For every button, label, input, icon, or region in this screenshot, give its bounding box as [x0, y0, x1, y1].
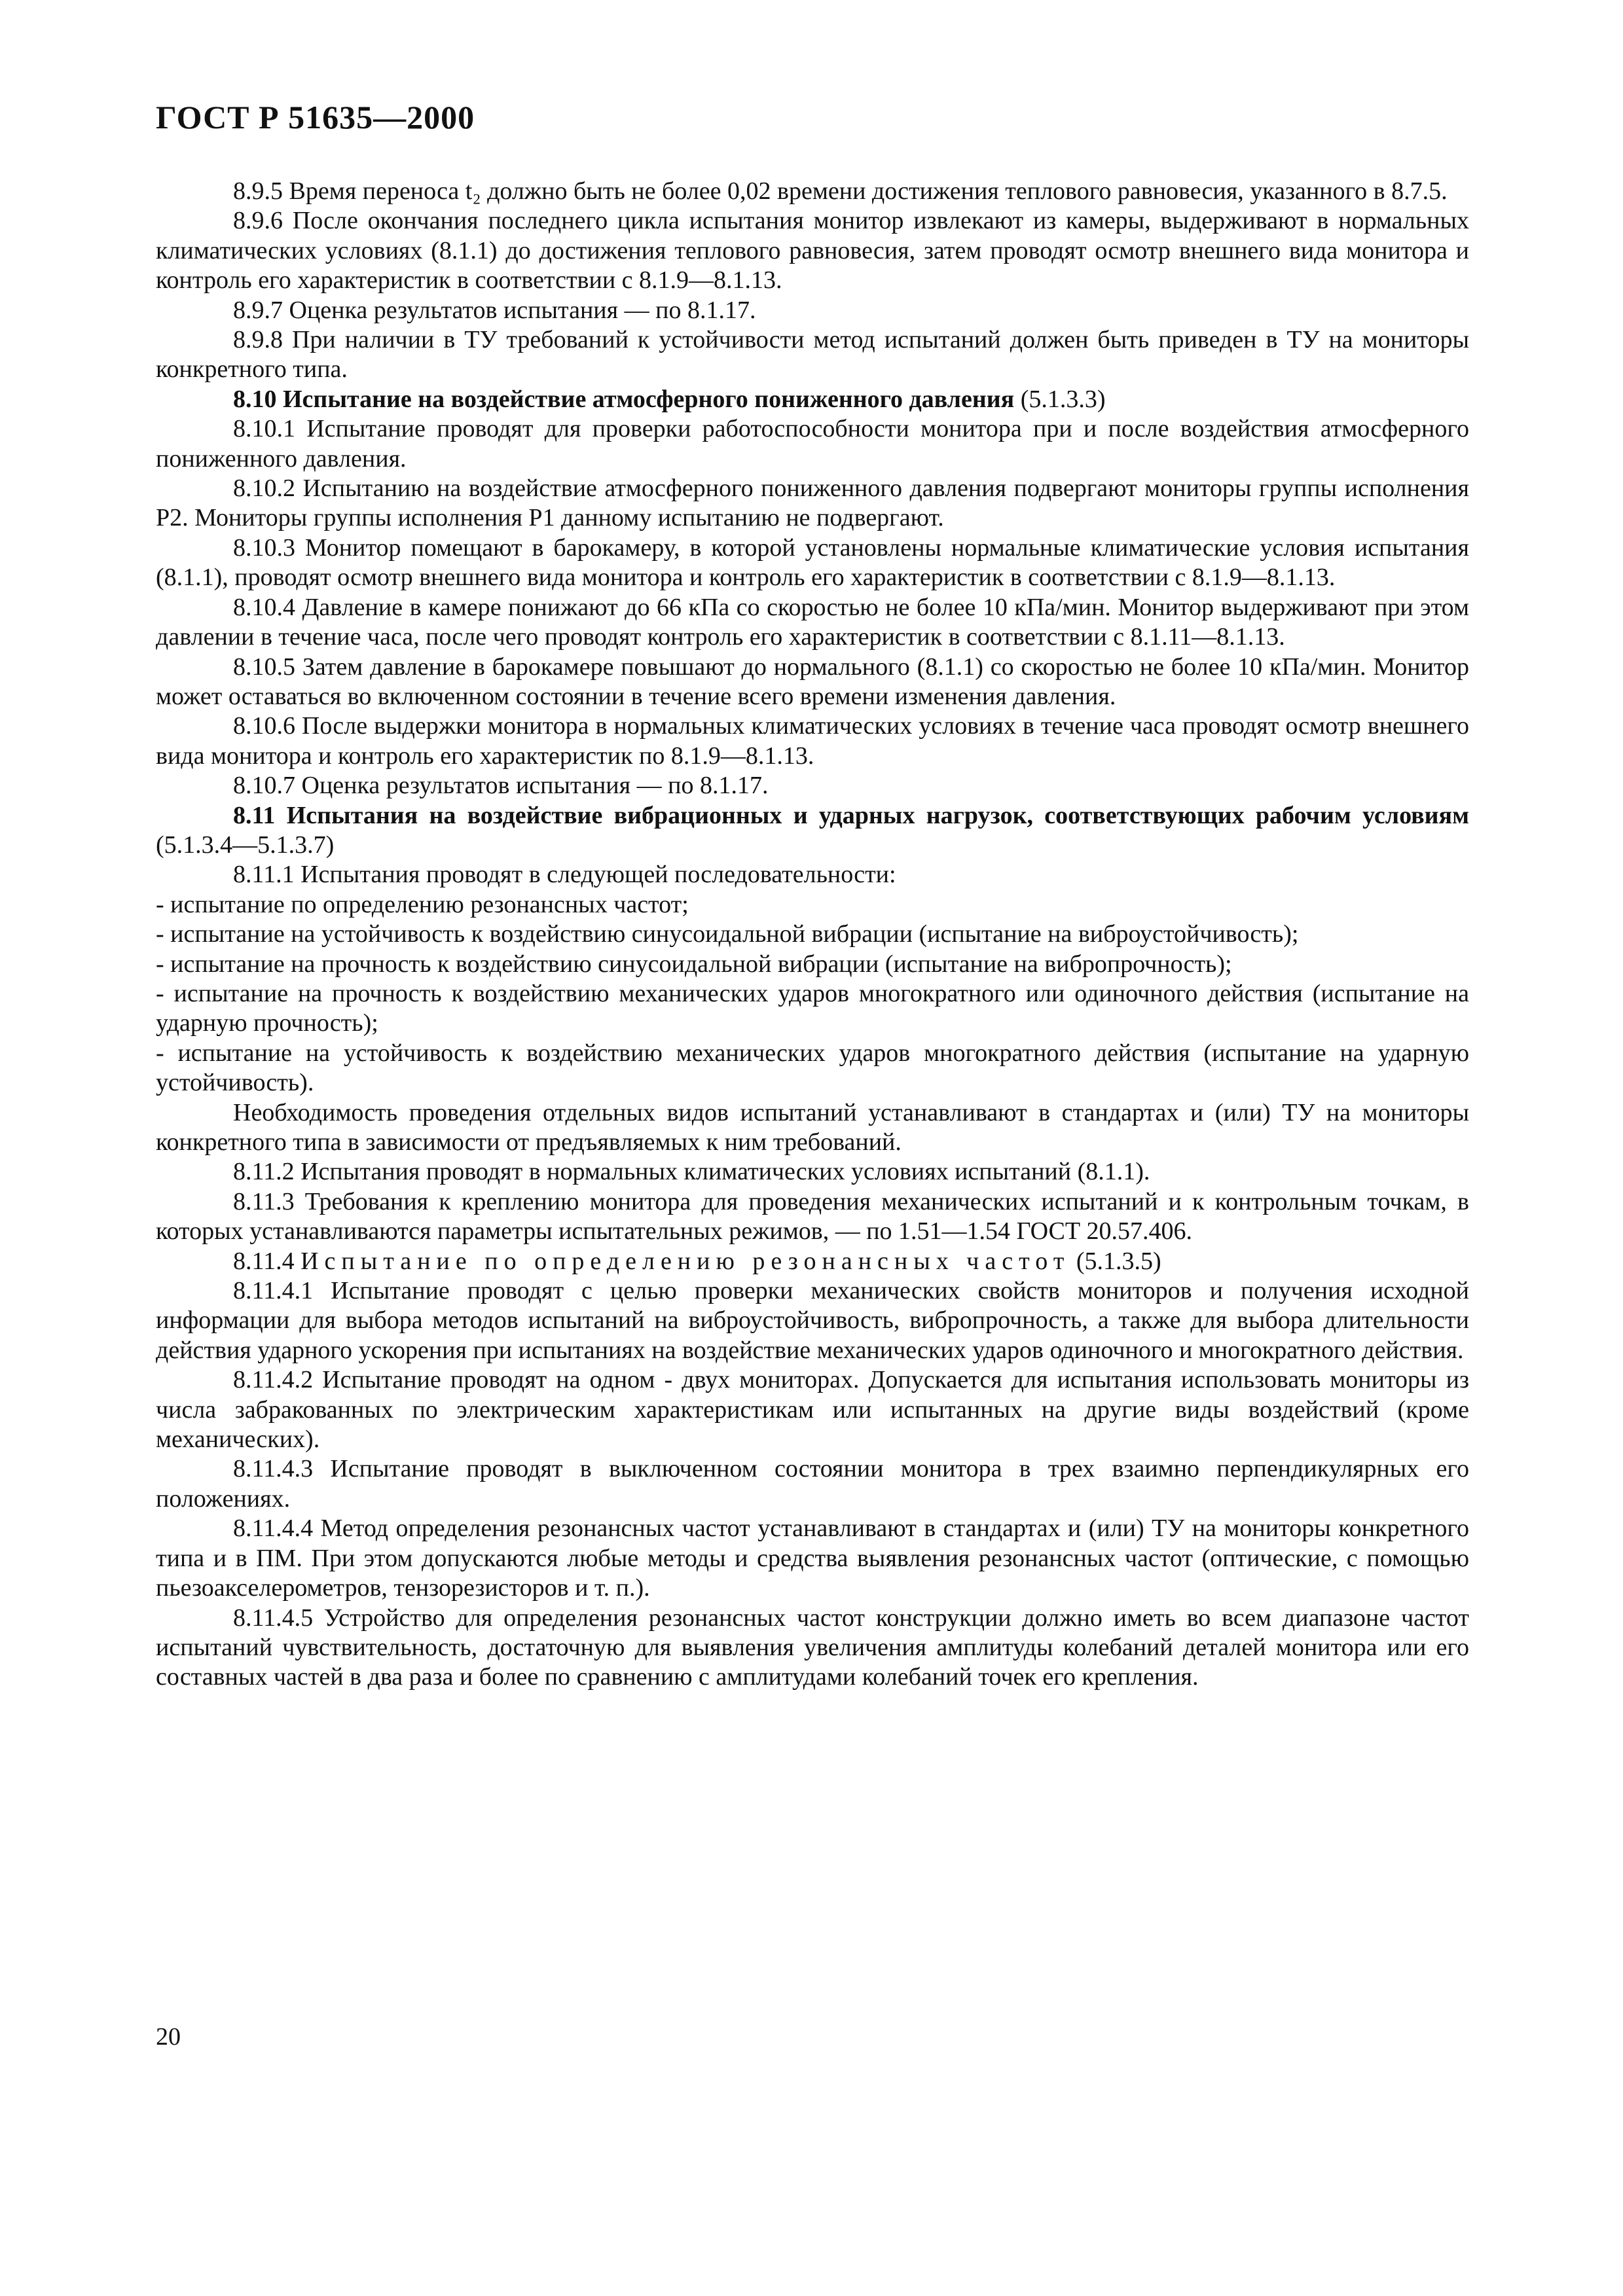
- paragraph-text: - испытание на прочность к воздействию механических ударов многократного или одиночного действия (испытание на ударную прочность);: [156, 979, 1469, 1037]
- list-item: [156, 979, 1469, 1039]
- paragraph: [156, 1514, 1469, 1603]
- paragraph: [156, 711, 1469, 771]
- paragraph-text: 8.10.4 Давление в камере понижают до 66 кПа со скоростью не более 10 кПа/мин. Монитор выдерживают при этом давлении в течение часа, после чего проводят контроль его характеристик в соответствии с 8.1.11—8.1.13.: [156, 593, 1469, 651]
- paragraph-text: 8.10.7 Оценка результатов испытания — по 8.1.17.: [233, 772, 769, 800]
- paragraph-text: (5.1.3.5): [1070, 1247, 1161, 1275]
- section-heading: 8.11 Испытания на воздействие вибрационных и ударных нагрузок, соответствующих рабочим условиям: [233, 801, 1469, 829]
- list-item: [156, 920, 1469, 949]
- paragraph-text: - испытание по определению резонансных частот;: [156, 890, 689, 918]
- paragraph: [156, 860, 1469, 889]
- paragraph-text: 8.9.5 Время переноса t₂ должно быть не более 0,02 времени достижения теплового равновесия, указанного в 8.7.5.: [233, 177, 1448, 205]
- paragraph-text: 8.10.3 Монитор помещают в барокамеру, в которой установлены нормальные климатические условия испытания (8.1.1), проводят осмотр внешнего вида монитора и контроль его характеристик в соответствии с 8.1.9—8.1.13.: [156, 533, 1469, 592]
- paragraph: [156, 1454, 1469, 1514]
- paragraph-text: 8.11.1 Испытания проводят в следующей последовательности:: [233, 861, 896, 889]
- paragraph: [156, 414, 1469, 474]
- paragraph-text: 8.9.8 При наличии в ТУ требований к устойчивости метод испытаний должен быть приведен в ТУ на мониторы конкретного типа.: [156, 326, 1469, 384]
- paragraph-text: 8.11.4.4 Метод определения резонансных частот устанавливают в стандартах и (или) ТУ на мониторы конкретного типа и в ПМ. При этом допускаются любые методы и средства выявления резонансных частот (оптические, с помощью пьезоакселерометров, тензорезисторов и т. п.).: [156, 1515, 1469, 1602]
- document-header: ГОСТ Р 51635—2000: [156, 99, 475, 135]
- paragraph-text: 8.10.5 Затем давление в барокамере повышают до нормального (8.1.1) со скоростью не более 10 кПа/мин. Монитор может оставаться во включенном состоянии в течение всего времени изменения давления.: [156, 653, 1469, 710]
- paragraph: [156, 801, 1469, 861]
- paragraph-text: 8.9.6 После окончания последнего цикла испытания монитор извлекают из камеры, выдерживают в нормальных климатических условиях (8.1.1) до достижения теплового равновесия, затем проводят осмотр внешнего вида монитора и контроль его характеристик в соответствии с 8.1.9—8.1.13.: [156, 207, 1469, 295]
- paragraph: [156, 1276, 1469, 1365]
- paragraph-text: 8.11.4.1 Испытание проводят с целью проверки механических свойств мониторов и получения исходной информации для выбора методов испытаний на виброустойчивость, вибропрочность, а также для выбора длительности действия ударного ускорения при испытаниях на воздействие механических ударов одиночного и многократного действия.: [156, 1277, 1469, 1364]
- paragraph: [156, 296, 1469, 325]
- paragraph-text: 8.11.3 Требования к креплению монитора для проведения механических испытаний и к контрольным точкам, в которых устанавливаются параметры испытательных режимов, — по 1.51—1.54 ГОСТ 20.57.406.: [156, 1187, 1469, 1246]
- page-number: 20: [156, 2023, 181, 2051]
- paragraph: [156, 1098, 1469, 1158]
- paragraph-text: (5.1.3.3): [1014, 385, 1106, 413]
- spaced-heading: Испытание по определению резонансных частот: [301, 1247, 1070, 1275]
- paragraph-text: 8.9.7 Оценка результатов испытания — по 8.1.17.: [233, 296, 756, 324]
- paragraph-text: - испытание на устойчивость к воздействию механических ударов многократного действия (испытание на ударную устойчивость).: [156, 1039, 1469, 1097]
- list-item: [156, 950, 1469, 979]
- paragraph: [156, 385, 1469, 414]
- paragraph: [156, 206, 1469, 295]
- paragraph: [156, 1157, 1469, 1187]
- paragraph: [156, 771, 1469, 800]
- paragraph-text: - испытание на устойчивость к воздействию синусоидальной вибрации (испытание на виброустойчивость);: [156, 920, 1299, 948]
- list-item: [156, 1039, 1469, 1098]
- section-heading: 8.10 Испытание на воздействие атмосферного пониженного давления: [233, 385, 1015, 413]
- paragraph: [156, 533, 1469, 593]
- paragraph: [156, 177, 1469, 206]
- paragraph: [156, 1247, 1469, 1276]
- paragraph-text: 8.10.6 После выдержки монитора в нормальных климатических условиях в течение часа проводят осмотр внешнего вида монитора и контроль его характеристик по 8.1.9—8.1.13.: [156, 712, 1469, 770]
- paragraph: [156, 325, 1469, 385]
- paragraph: [156, 474, 1469, 533]
- paragraph: [156, 653, 1469, 712]
- paragraph-text: 8.11.4.5 Устройство для определения резонансных частот конструкции должно иметь во всем диапазоне частот испытаний чувствительность, достаточную для выявления увеличения амплитуды колебаний деталей монитора или его составных частей в два раза и более по сравнению с амплитудами колебаний точек его крепления.: [156, 1604, 1469, 1691]
- paragraph-text: 8.11.2 Испытания проводят в нормальных климатических условиях испытаний (8.1.1).: [233, 1158, 1150, 1186]
- clause-number: 8.11.4: [233, 1247, 301, 1275]
- paragraph-text: 8.10.2 Испытанию на воздействие атмосферного пониженного давления подвергают мониторы группы исполнения Р2. Мониторы группы исполнения Р1 данному испытанию не подвергают.: [156, 475, 1469, 532]
- paragraph-text: (5.1.3.4—5.1.3.7): [156, 831, 335, 859]
- list-item: [156, 890, 1469, 920]
- paragraph: [156, 593, 1469, 653]
- paragraph-text: Необходимость проведения отдельных видов испытаний устанавливают в стандартах и (или) ТУ на мониторы конкретного типа в зависимости от предъявляемых к ним требований.: [156, 1098, 1469, 1156]
- paragraph-text: - испытание на прочность к воздействию синусоидальной вибрации (испытание на вибропрочность);: [156, 950, 1232, 978]
- paragraph: [156, 1187, 1469, 1247]
- document-body: [156, 177, 1469, 1693]
- paragraph: [156, 1365, 1469, 1454]
- paragraph-text: 8.11.4.3 Испытание проводят в выключенном состоянии монитора в трех взаимно перпендикулярных его положениях.: [156, 1455, 1469, 1513]
- paragraph-text: 8.11.4.2 Испытание проводят на одном - двух мониторах. Допускается для испытания использовать мониторы из числа забракованных по электрическим характеристикам или испытанных на другие виды воздействий (кроме механических).: [156, 1366, 1469, 1454]
- paragraph: [156, 1604, 1469, 1693]
- paragraph-text: 8.10.1 Испытание проводят для проверки работоспособности монитора при и после воздействия атмосферного пониженного давления.: [156, 415, 1469, 473]
